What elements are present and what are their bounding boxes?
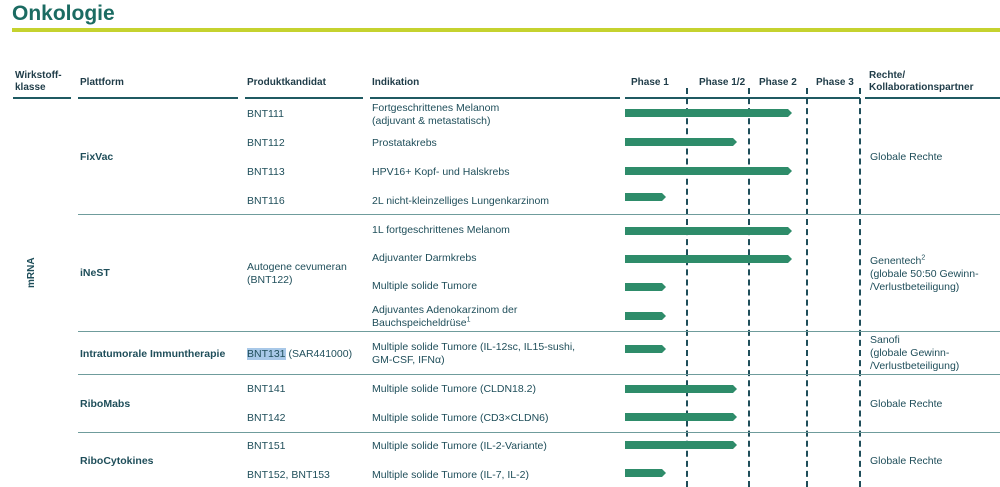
- candidate-bnt141: BNT141: [247, 383, 286, 395]
- rights-intratumorale-line1: Sanofi: [870, 334, 900, 346]
- header-rule-klasse: [13, 97, 71, 99]
- rights-ribocytokines: Globale Rechte: [870, 455, 943, 467]
- indication-row-2: Prostatakrebs: [372, 137, 437, 149]
- indication-row-1: [372, 102, 499, 128]
- phase-bar-bnt111: [625, 109, 792, 117]
- indication-row-10: Multiple solide Tumore (CLDN18.2): [372, 383, 536, 395]
- header-phase12: Phase 1/2: [699, 77, 746, 88]
- indication-row-9-line1: Multiple solide Tumore (IL-12sc, IL15-sushi,: [372, 341, 576, 353]
- phase-bar-inest-solide: [625, 283, 666, 291]
- header-rule-indikation: [370, 97, 620, 99]
- phase-bar-bnt112: [625, 138, 737, 146]
- candidate-inest-line1: Autogene cevumeran: [247, 261, 347, 273]
- phase-bar-inest-darmkrebs: [625, 255, 792, 263]
- candidate-bnt111: BNT111: [247, 108, 284, 120]
- header-wirkstoffklasse-line2: klasse: [15, 82, 46, 93]
- phase-bar-inest-melanom: [625, 227, 792, 235]
- candidate-bnt131: [247, 348, 352, 361]
- candidate-bnt131-rest: (SAR441000): [285, 348, 353, 360]
- indication-row-8-line2: [372, 317, 517, 330]
- phase-bar-inest-pankreas: [625, 312, 666, 320]
- rights-fixvac: Globale Rechte: [870, 151, 943, 163]
- indication-row-8-line2-text: Bauchspeicheldrüse: [372, 317, 467, 329]
- rights-inest: [870, 255, 979, 294]
- candidate-bnt113: BNT113: [247, 166, 285, 178]
- rights-intratumorale-line3: /Verlustbeteiligung): [870, 360, 960, 372]
- platform-inest: iNeST: [80, 267, 110, 279]
- indication-row-1-line1: Fortgeschrittenes Melanom: [372, 102, 500, 114]
- header-rechte-line2: Kollaborationspartner: [869, 82, 974, 93]
- indication-row-6: Adjuvanter Darmkrebs: [372, 252, 477, 264]
- phase-divider-2: [748, 88, 750, 487]
- header-plattform: Plattform: [80, 77, 124, 88]
- platform-ribocytokines: RiboCytokines: [80, 455, 154, 467]
- indication-row-1-line2: (adjuvant & metastatisch): [372, 115, 491, 127]
- phase-bar-bnt131: [625, 345, 666, 353]
- phase-divider-1: [686, 88, 688, 487]
- indication-row-9: [372, 341, 575, 367]
- header-phase3: Phase 3: [816, 77, 854, 88]
- separator-3: [78, 374, 1000, 375]
- platform-ribomabs: RiboMabs: [80, 398, 131, 410]
- phase-bar-bnt142: [625, 413, 737, 421]
- candidate-bnt152-153: BNT152, BNT153: [247, 469, 330, 481]
- indication-row-11: Multiple solide Tumore (CD3×CLDN6): [372, 412, 549, 424]
- platform-intratumorale: Intratumorale Immuntherapie: [80, 348, 226, 360]
- header-rechte: [869, 70, 973, 94]
- header-rule-rechte: [865, 97, 1000, 99]
- rights-inest-line2: (globale 50:50 Gewinn-: [870, 268, 979, 280]
- phase-bar-bnt116: [625, 193, 666, 201]
- header-wirkstoffklasse-line1: Wirkstoff-: [15, 70, 62, 81]
- phase-divider-3: [806, 88, 808, 487]
- footnote-1: 1: [466, 316, 471, 324]
- candidate-bnt142: BNT142: [247, 412, 286, 424]
- candidate-autogene-cevumeran: [247, 261, 347, 287]
- candidate-bnt151: BNT151: [247, 440, 286, 452]
- platform-fixvac: FixVac: [80, 151, 114, 163]
- footnote-2: 2: [921, 254, 926, 262]
- header-rule-produkt: [245, 97, 363, 99]
- header-rechte-line1: Rechte/: [869, 70, 906, 81]
- indication-row-5: 1L fortgeschrittenes Melanom: [372, 224, 510, 236]
- indication-row-8: [372, 304, 517, 330]
- header-phase2: Phase 2: [759, 77, 797, 88]
- indication-row-9-line2: GM-CSF, IFNα): [372, 354, 445, 366]
- phase-bar-bnt141: [625, 385, 737, 393]
- indication-row-13: Multiple solide Tumore (IL-7, IL-2): [372, 469, 529, 481]
- phase-bar-bnt151: [625, 441, 737, 449]
- wirkstoffklasse-mrna: mRNA: [26, 257, 37, 288]
- separator-1: [78, 214, 1000, 215]
- rights-inest-line1: [870, 255, 979, 268]
- phase-divider-4: [859, 88, 861, 487]
- header-produktkandidat: Produktkandidat: [247, 77, 326, 88]
- header-rule-plattform: [78, 97, 238, 99]
- header-rule-phasen: [625, 97, 860, 99]
- indication-row-3: HPV16+ Kopf- und Halskrebs: [372, 166, 510, 178]
- rights-intratumorale-line2: (globale Gewinn-: [870, 347, 950, 359]
- indication-row-8-line1: Adjuvantes Adenokarzinom der: [372, 304, 518, 316]
- candidate-bnt116: BNT116: [247, 195, 285, 207]
- separator-2: [78, 331, 1000, 332]
- phase-bar-bnt113: [625, 167, 792, 175]
- phase-bar-bnt152-153: [625, 469, 666, 477]
- candidate-bnt112: BNT112: [247, 137, 285, 149]
- page-title: Onkologie: [12, 2, 115, 25]
- header-wirkstoffklasse: [15, 70, 62, 94]
- candidate-bnt131-highlight: BNT131: [247, 348, 286, 360]
- rights-intratumorale: [870, 334, 959, 373]
- indication-row-4: 2L nicht-kleinzelliges Lungenkarzinom: [372, 195, 550, 207]
- title-rule: [12, 28, 1000, 32]
- candidate-inest-line2: (BNT122): [247, 274, 293, 286]
- header-indikation: Indikation: [372, 77, 420, 88]
- indication-row-7: Multiple solide Tumore: [372, 280, 478, 292]
- indication-row-12: Multiple solide Tumore (IL-2-Variante): [372, 440, 547, 452]
- header-phase1: Phase 1: [631, 77, 669, 88]
- rights-inest-line3: /Verlustbeteiligung): [870, 281, 960, 293]
- rights-inest-partner: Genentech: [870, 255, 922, 267]
- separator-4: [78, 432, 1000, 433]
- rights-ribomabs: Globale Rechte: [870, 398, 943, 410]
